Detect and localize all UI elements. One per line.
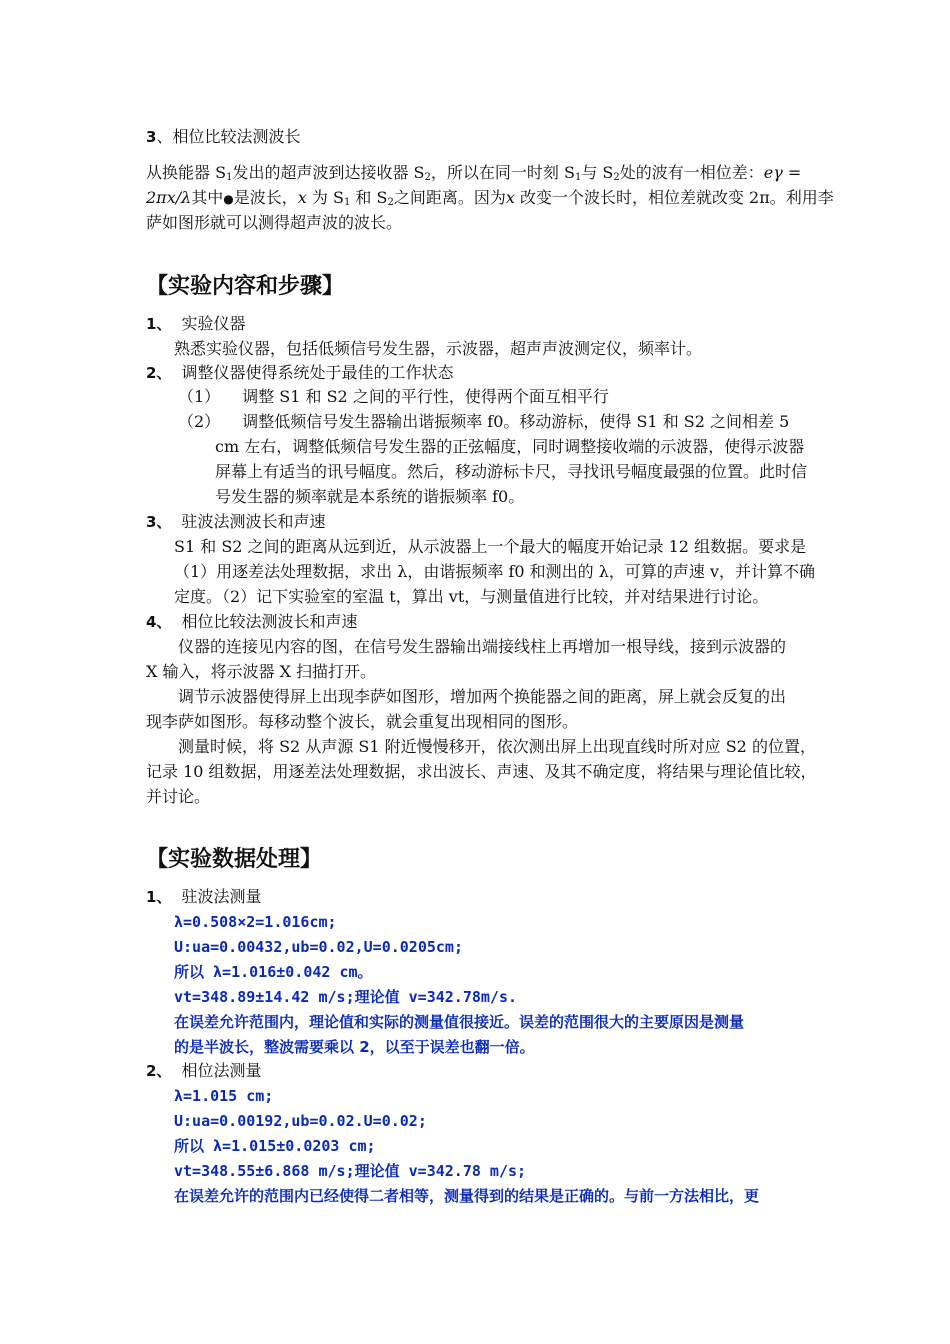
step-4-para-1-line-1: 仪器的连接见内容的图，在信号发生器输出端接线柱上再增加一根导线，接到示波器的 [178,637,787,656]
step-2-item-2-line-3: 屏幕上有适当的讯号幅度。然后，移动游标卡尺，寻找讯号幅度最强的位置。此时信 [215,462,808,481]
subscript: 2 [387,197,394,208]
step-number: 3、 [146,513,172,531]
section-title-text: 、相位比较法测波长 [156,127,301,146]
intro-line-2 [146,187,834,210]
text-run: 其中 [191,188,224,207]
variable-x: x [505,188,515,207]
data-2-velocity: vt=348.55±6.868 m/s;理论值 v=342.78 m/s; [174,1162,527,1180]
wavelength-symbol: ● [223,192,234,206]
step-2-item-2-line-2: cm 左右，调整低频信号发生器的正弦幅度，同时调整接收端的示波器，使得示波器 [215,437,805,456]
step-3-line-1: S1 和 S2 之间的距离从远到近，从示波器上一个最大的幅度开始记录 12 组数据。要求是 [174,537,807,556]
step-number: 2、 [146,364,172,382]
subscript: 1 [574,172,582,183]
intro-line-3: 萨如图形就可以测得超声波的波长。 [146,213,403,232]
subscript: 1 [343,197,351,208]
data-2-wavelength: λ=1.015 cm; [174,1087,274,1105]
step-number: 1、 [146,888,172,906]
step-3-line-2: （1）用逐差法处理数据，求出 λ，由谐振频率 f0 和测出的 λ，可算的声速 v，并计算不确 [174,562,816,581]
step-number: 1、 [146,315,172,333]
data-2-result: 所以 λ=1.015±0.0203 cm; [174,1137,376,1155]
text-run: 发出的超声波到达接收器 S [232,163,425,182]
subscript: 2 [613,172,620,183]
data-1-velocity: vt=348.89±14.42 m/s;理论值 v=342.78m/s. [174,988,518,1006]
step-4-para-1-line-2: X 输入，将示波器 X 扫描打开。 [146,662,377,681]
item-number: （1） [178,387,221,406]
step-3 [146,511,325,533]
item-text: 调整低频信号发生器输出谐振频率 f0。移动游标，使得 S1 和 S2 之间相差 5 [242,412,790,431]
step-4-para-2-line-1: 调节示波器使得屏上出现李萨如图形，增加两个换能器之间的距离，屏上就会反复的出 [178,687,787,706]
step-1 [146,313,245,335]
step-2-item-2-line-4: 号发生器的频率就是本系统的谐振频率 f0。 [215,487,525,506]
text-run: 处的波有一相位差： [619,163,764,182]
step-2 [146,362,453,384]
data-2-uncertainty: U:ua=0.00192,ub=0.02.U=0.02; [174,1112,427,1130]
step-title: 调整仪器使得系统处于最佳的工作状态 [181,363,454,382]
step-title: 驻波法测波长和声速 [181,512,326,531]
subscript: 1 [226,172,233,183]
data-1-discussion-line-2: 的是半波长，整波需要乘以 2，以至于误差也翻一倍。 [174,1038,535,1056]
text-run: 改变一个波长时，相位差就改变 2π。利用李 [514,188,834,207]
data-1-uncertainty: U:ua=0.00432,ub=0.02,U=0.0205cm; [174,938,463,956]
step-4-para-2-line-2: 现李萨如图形。每移动整个波长，就会重复出现相同的图形。 [146,712,579,731]
section-number: 3 [146,128,157,146]
data-1-result: 所以 λ=1.016±0.042 cm。 [174,963,373,981]
heading-data-processing: 【实验数据处理】 [146,847,323,872]
data-1 [146,886,261,908]
step-4-para-3-line-1: 测量时候，将 S2 从声源 S1 附近慢慢移开，依次测出屏上出现直线时所对应 S2 的位置， [178,737,816,756]
data-2 [146,1060,261,1082]
step-4-para-3-line-2: 记录 10 组数据，用逐差法处理数据，求出波长、声速、及其不确定度，将结果与理论值比较， [146,762,817,781]
text-run: 与 S [581,163,614,182]
heading-experiment-steps: 【实验内容和步骤】 [146,274,345,299]
text-run: 从换能器 S [146,163,227,182]
step-title: 实验仪器 [181,314,246,333]
formula: eγ = [763,163,802,182]
step-1-body: 熟悉实验仪器，包括低频信号发生器，示波器，超声声波测定仪，频率计。 [174,339,703,358]
data-1-discussion-line-1: 在误差允许范围内，理论值和实际的测量值很接近。误差的范围很大的主要原因是测量 [174,1013,745,1031]
step-number: 4、 [146,613,172,631]
formula: 2πx/λ [146,188,192,207]
subscript: 2 [424,172,431,183]
step-number: 2、 [146,1062,172,1080]
step-2-item-1 [178,386,609,408]
step-3-line-3: 定度。（2）记下实验室的室温 t，算出 vt，与测量值进行比较，并对结果进行讨论。 [174,587,769,606]
text-run: ，所以在同一时刻 S [430,163,575,182]
item-text: 调整 S1 和 S2 之间的平行性，使得两个面互相平行 [242,387,609,406]
intro-line-1 [146,162,801,184]
variable-x: x [297,188,307,207]
step-title: 相位法测量 [181,1061,262,1080]
step-2-item-2 [178,411,789,433]
item-number: （2） [178,412,221,431]
text-run: 之间距离。因为 [393,188,506,207]
step-4-para-3-line-3: 并讨论。 [146,787,211,806]
step-title: 相位比较法测波长和声速 [181,612,358,631]
step-title: 驻波法测量 [181,887,262,906]
data-1-wavelength: λ=0.508×2=1.016cm; [174,913,337,931]
data-2-discussion-line-1: 在误差允许的范围内已经使得二者相等，测量得到的结果是正确的。与前一方法相比，更 [174,1187,760,1205]
section-3-title [146,126,300,148]
text-run: 为 S [306,188,344,207]
text-run: 和 S [350,188,388,207]
step-4 [146,611,357,633]
text-run: 是波长， [233,188,298,207]
